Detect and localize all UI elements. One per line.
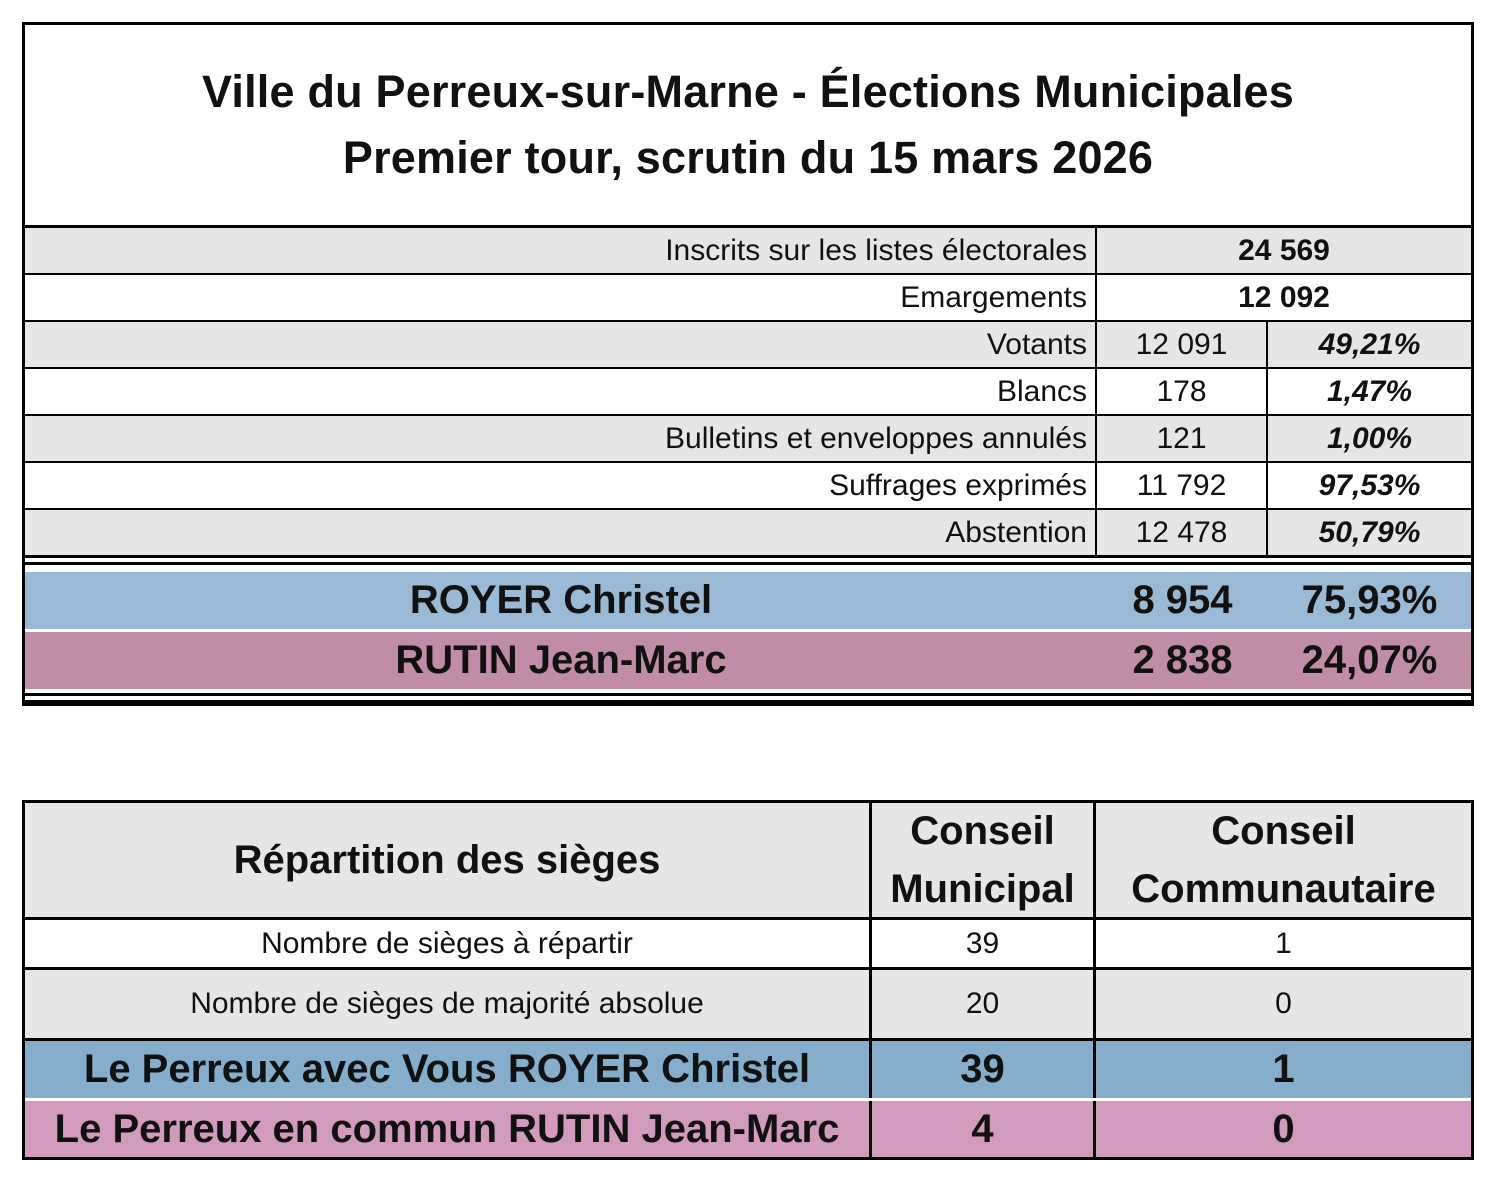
row-blancs [25, 369, 1471, 416]
row-abstention [25, 510, 1471, 557]
row-communautaire: 1 [1275, 926, 1292, 960]
list-label: Le Perreux en commun RUTIN Jean-Marc [25, 1101, 872, 1157]
header-conseil-municipal [872, 803, 1096, 917]
row-value: 178 [1097, 369, 1268, 414]
list-communautaire: 0 [1272, 1106, 1295, 1151]
seats-table [22, 800, 1474, 1160]
row-label: Suffrages exprimés [25, 463, 1097, 508]
row-municipal: 39 [872, 920, 1096, 967]
row-label: Nombre de sièges de majorité absolue [25, 970, 872, 1038]
seats-header [25, 803, 1471, 920]
row-value: 12 478 [1097, 510, 1268, 557]
row-value: 24 569 [1238, 234, 1330, 267]
row-percent: 1,47% [1326, 375, 1413, 408]
candidate-percent: 75,93% [1301, 578, 1438, 622]
row-annules [25, 416, 1471, 463]
row-value: 121 [1097, 416, 1268, 461]
candidate-rutin [25, 632, 1471, 689]
row-inscrits [25, 228, 1471, 275]
row-label: Abstention [25, 510, 1097, 557]
row-municipal: 20 [872, 970, 1096, 1038]
results-title [25, 25, 1471, 228]
header-text: Conseil [910, 809, 1055, 853]
row-label: Nombre de sièges à répartir [25, 920, 872, 967]
candidate-percent: 24,07% [1301, 638, 1438, 682]
row-exprimes [25, 463, 1471, 510]
seats-header-label: Répartition des sièges [25, 803, 872, 917]
header-text: Conseil [1211, 809, 1356, 853]
list-royer [25, 1041, 1471, 1098]
row-percent: 49,21% [1318, 328, 1421, 361]
row-sieges-a-repartir [25, 920, 1471, 970]
row-label: Votants [25, 322, 1097, 367]
list-label: Le Perreux avec Vous ROYER Christel [25, 1041, 872, 1098]
row-percent: 97,53% [1318, 469, 1421, 502]
header-text: Communautaire [1131, 867, 1436, 911]
row-percent: 1,00% [1326, 422, 1413, 455]
list-municipal: 4 [872, 1101, 1096, 1157]
row-label: Emargements [25, 275, 1097, 320]
list-rutin [25, 1101, 1471, 1157]
row-percent: 50,79% [1318, 516, 1421, 549]
row-label: Inscrits sur les listes électorales [25, 228, 1097, 273]
candidate-votes: 2 838 [1132, 638, 1233, 682]
list-communautaire: 1 [1272, 1047, 1295, 1091]
header-conseil-communautaire [1096, 803, 1471, 917]
row-emargements [25, 275, 1471, 322]
title-line-1: Ville du Perreux-sur-Marne - Élections Municipales [202, 66, 1294, 117]
results-table [22, 22, 1474, 706]
row-label: Blancs [25, 369, 1097, 414]
row-votants [25, 322, 1471, 369]
row-communautaire: 0 [1275, 987, 1292, 1020]
row-value: 12 092 [1238, 281, 1330, 314]
candidate-votes: 8 954 [1132, 578, 1233, 622]
candidate-royer [25, 572, 1471, 629]
list-municipal: 39 [872, 1041, 1096, 1098]
row-value: 11 792 [1097, 463, 1268, 508]
candidate-name: ROYER Christel [409, 578, 713, 622]
title-line-2: Premier tour, scrutin du 15 mars 2026 [342, 132, 1154, 183]
header-text: Municipal [890, 867, 1075, 911]
candidate-name: RUTIN Jean-Marc [395, 638, 727, 682]
separator-rule [25, 555, 1471, 565]
row-label: Bulletins et enveloppes annulés [25, 416, 1097, 461]
row-value: 12 091 [1097, 322, 1268, 367]
bottom-rule [25, 693, 1471, 703]
row-majorite-absolue [25, 970, 1471, 1041]
